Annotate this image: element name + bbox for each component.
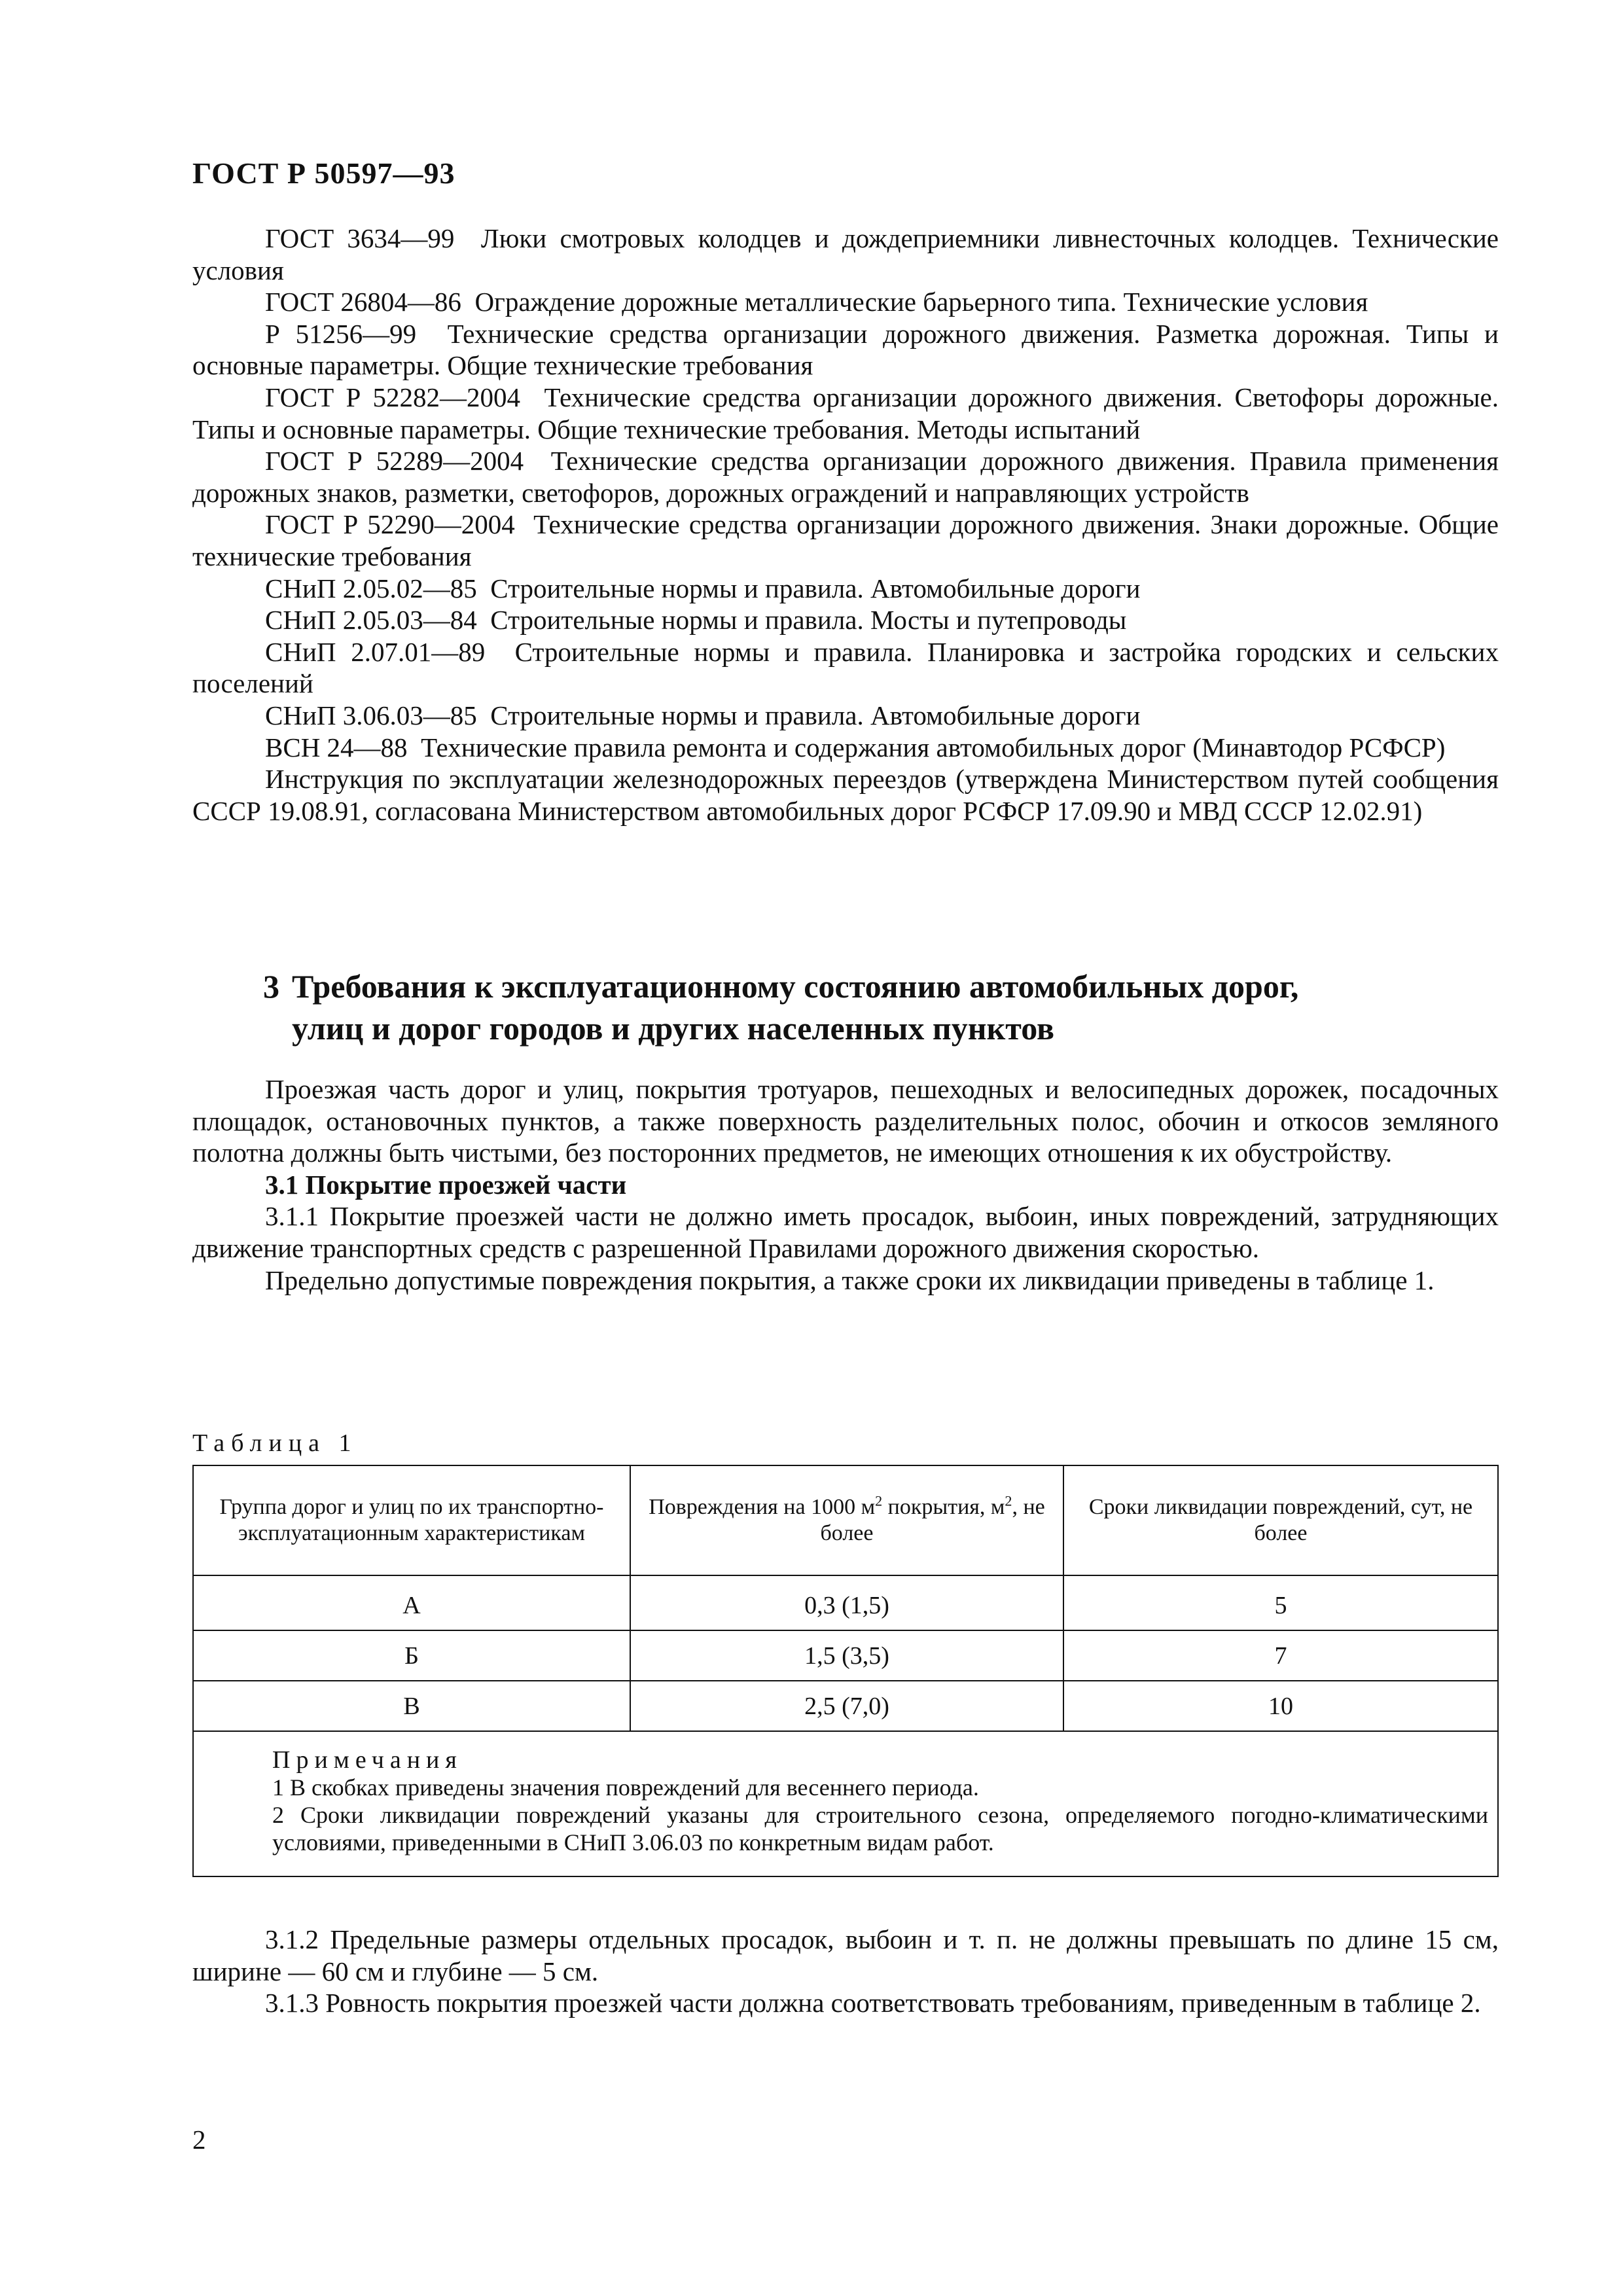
note-1: 1 В скобках приведены значения повреждений для весеннего периода. [272,1774,979,1801]
table-cell-days: 5 [1063,1575,1498,1630]
table-cell-damage: 2,5 (7,0) [630,1681,1063,1731]
note-2: 2 Сроки ликвидации повреждений указаны для строительного сезона, определяемого погодно-климатическими условиями, приведенными в СНиП 3.06.03 по конкретным видам работ. [272,1802,1488,1856]
section-title-line-1: Требования к эксплуатационному состоянию автомобильных дорог, [292,968,1299,1005]
reference-text: Технические правила ремонта и содержания автомобильных дорог (Минавтодор РСФСР) [421,732,1446,762]
reference-text: Строительные нормы и правила. Мосты и путепроводы [490,605,1127,636]
reference-item [192,509,1499,572]
section-title-line-2: улиц и дорог городов и других населенных пунктов [292,1010,1054,1047]
reference-code: Р 51256—99 [265,318,417,349]
table-header-group: Группа дорог и улиц по их транспортно-эксплуатационным характеристикам [193,1465,630,1575]
section-3-body [192,1073,1499,1296]
reference-item [192,223,1499,286]
table-row [193,1681,1498,1731]
table-1 [192,1465,1499,1877]
reference-code: ВСН 24—88 [265,732,408,762]
section-heading-line-2 [263,1007,1474,1049]
reference-code: СНиП 2.05.02—85 [265,573,477,603]
table-row [193,1575,1498,1630]
table-header-row [193,1465,1498,1575]
reference-code: ГОСТ 3634—99 [265,223,455,253]
reference-item [192,573,1499,605]
table-row [193,1630,1498,1681]
reference-code: ГОСТ Р 52282—2004 [265,382,521,412]
table-cell-damage: 1,5 (3,5) [630,1630,1063,1681]
reference-text: Люки смотровых колодцев и дождеприемники ливнесточных колодцев. Технические условия [192,223,1499,285]
table-notes-row [193,1731,1498,1876]
reference-code: СНиП 2.05.03—84 [265,605,477,636]
reference-item [192,318,1499,382]
reference-item [192,763,1499,827]
reference-text: Технические средства организации дорожного движения. Светофоры дорожные. Типы и основные параметры. Общие технические требования. Методы испытаний [192,382,1499,444]
section-3-body-continued [192,1924,1499,2019]
reference-item [192,732,1499,764]
section-intro-paragraph: Проезжая часть дорог и улиц, покрытия тротуаров, пешеходных и велосипедных дорожек, посадочных площадок, остановочных пунктов, а также поверхность разделительных полос, обочин и откосов земляного полотна должны быть чистыми, без посторонних предметов, не имеющих отношения к их обустройству. [192,1074,1499,1168]
reference-code: ГОСТ Р 52290—2004 [265,509,515,540]
reference-code: СНиП 3.06.03—85 [265,700,477,730]
table-1-caption: Таблица 1 [192,1429,358,1457]
reference-text: Инструкция по эксплуатации железнодорожных переездов (утверждена Министерством путей сообщения СССР 19.08.91, согласована Министерством автомобильных дорог РСФСР 17.09.90 и МВД СССР 12.02.91) [192,764,1499,826]
reference-item [192,604,1499,636]
paragraph-3-1-3: 3.1.3 Ровность покрытия проезжей части должна соответствовать требованиям, приведенным в таблице 2. [265,1988,1481,2018]
table-header-days: Сроки ликвидации повреждений, сут, не более [1063,1465,1498,1575]
table-cell-group: Б [193,1630,630,1681]
reference-item [192,286,1499,318]
reference-code: СНиП 2.07.01—89 [265,636,486,667]
section-number: 3 [263,968,279,1005]
table-cell-days: 7 [1063,1630,1498,1681]
reference-text: Технические средства организации дорожного движения. Правила применения дорожных знаков, разметки, светофоров, дорожных ограждений и направляющих устройств [192,446,1499,508]
reference-code: ГОСТ Р 52289—2004 [265,446,524,476]
paragraph-limits: Предельно допустимые повреждения покрытия, а также сроки их ликвидации приведены в таблице 1. [265,1265,1435,1295]
reference-item [192,445,1499,509]
reference-item [192,382,1499,445]
reference-item [192,636,1499,700]
reference-text: Строительные нормы и правила. Автомобильные дороги [490,700,1141,730]
reference-text: Технические средства организации дорожного движения. Знаки дорожные. Общие технические требования [192,509,1499,571]
reference-code: ГОСТ 26804—86 [265,287,461,317]
section-3-heading [263,965,1474,1049]
subsection-3-1-heading: 3.1 Покрытие проезжей части [265,1169,627,1200]
reference-text: Строительные нормы и правила. Автомобильные дороги [490,573,1141,603]
table-notes [193,1731,1498,1876]
table-cell-group: В [193,1681,630,1731]
reference-text: Ограждение дорожные металлические барьерного типа. Технические условия [474,287,1368,317]
reference-text: Строительные нормы и правила. Планировка и застройка городских и сельских поселений [192,636,1499,699]
notes-title: Примечания [272,1746,463,1774]
table-cell-days: 10 [1063,1681,1498,1731]
reference-text: Технические средства организации дорожного движения. Разметка дорожная. Типы и основные параметры. Общие технические требования [192,318,1499,381]
document-header-code: ГОСТ Р 50597—93 [192,156,455,190]
normative-references-list [192,223,1499,827]
page-number: 2 [192,2125,206,2155]
reference-item [192,700,1499,732]
section-heading-line-1 [263,965,1474,1007]
paragraph-3-1-1: 3.1.1 Покрытие проезжей части не должно иметь просадок, выбоин, иных повреждений, затрудняющих движение транспортных средств с разрешенной Правилами дорожного движения скоростью. [192,1201,1499,1263]
table-header-damage: Повреждения на 1000 $м^2$ покрытия, $м^2$, не более [630,1465,1063,1575]
table-cell-group: А [193,1575,630,1630]
paragraph-3-1-2: 3.1.2 Предельные размеры отдельных просадок, выбоин и т. п. не должны превышать по длине 15 см, ширине — 60 см и глубине — 5 см. [192,1924,1499,1986]
table-cell-damage: 0,3 (1,5) [630,1575,1063,1630]
